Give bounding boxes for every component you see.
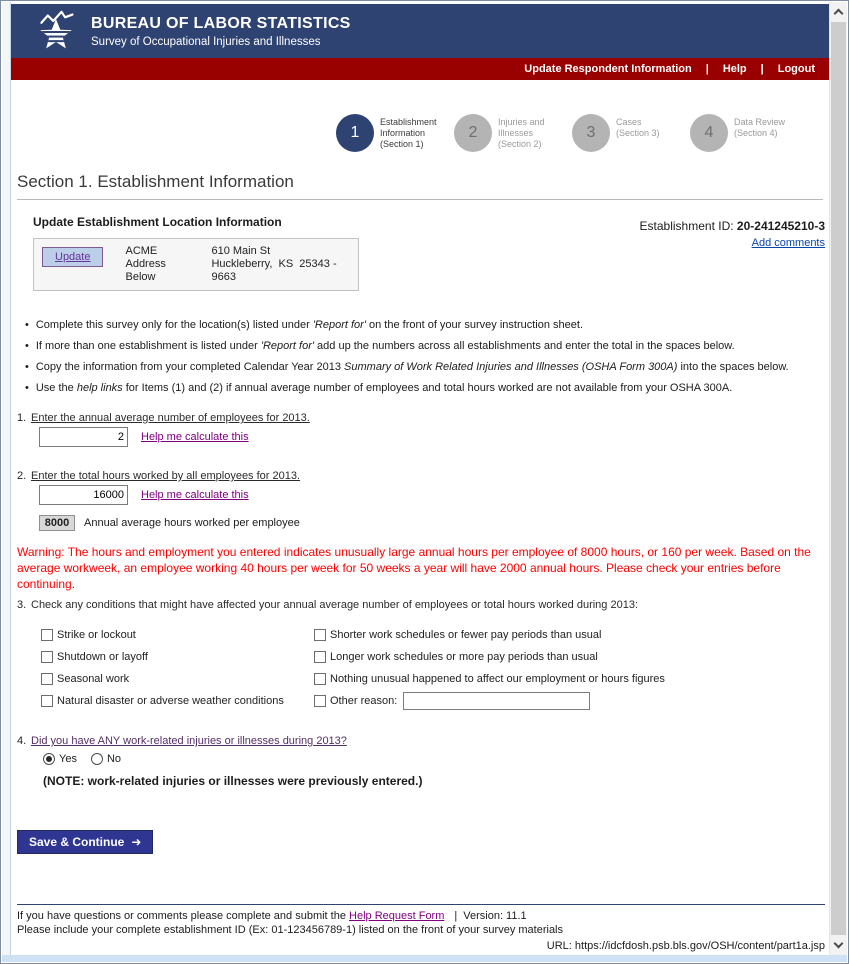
section-title-rule (17, 172, 823, 200)
checkbox-seasonal-work[interactable] (41, 673, 53, 685)
q3-other-row (314, 690, 665, 712)
scrollbar-down-button[interactable] (830, 936, 847, 955)
instruction-bullet: • Use the help links for Items (1) and (2) if annual average number of employees and total hours worked are not available from your OSHA 300A. (25, 382, 733, 394)
establishment-section (33, 215, 825, 291)
avg-hours-row (39, 515, 829, 531)
q3-right-column (314, 624, 665, 712)
establishment-address: 610 Main St Huckleberry, KS 25343 - 9663 (211, 245, 337, 283)
instruction-bullet: • Complete this survey only for the location(s) listed under 'Report for' on the front of your survey instruction sheet. (25, 319, 583, 331)
checkbox-shorter-work-schedules-or-fewer-pay-periods-than-usual[interactable] (314, 629, 326, 641)
step-3-label: Cases (Section 3) (616, 117, 660, 138)
instruction-bullet: • If more than one establishment is listed under 'Report for' add up the numbers across all establishments and enter the total in the spaces below. (25, 340, 735, 352)
instruction-list (25, 319, 829, 395)
step-1-circle: 1 (336, 114, 374, 152)
q3-option-longer-work-schedules-or-more-pay-periods-than-usual (314, 646, 665, 668)
step-1 (336, 114, 454, 152)
bls-logo-icon (33, 10, 79, 52)
establishment-id-label: Establishment ID: (639, 219, 734, 233)
question-4 (17, 735, 829, 788)
q1-label[interactable]: Enter the annual average number of employees for 2013. (31, 412, 310, 424)
checkbox-label: Seasonal work (57, 673, 130, 685)
navbar-link-logout[interactable]: Logout (777, 63, 815, 75)
other-reason-input[interactable] (403, 692, 590, 710)
bullet-dot: • (25, 382, 29, 394)
q4-note: (NOTE: work-related injuries or illnesses were previously entered.) (43, 774, 423, 788)
checkbox-other-reason[interactable] (314, 695, 326, 707)
q3-label: Check any conditions that might have affected your annual average number of employees or total hours worked during 2013: (31, 599, 638, 611)
checkbox-shutdown-or-layoff[interactable] (41, 651, 53, 663)
q3-option-strike-or-lockout (41, 624, 314, 646)
app-title: BUREAU OF LABOR STATISTICS (91, 14, 351, 32)
q2-number: 2. (17, 470, 27, 482)
q3-option-nothing-unusual-happened-to-affect-our-employment-or-hours-figures (314, 668, 665, 690)
q1-employees-input[interactable] (39, 427, 128, 447)
chevron-down-icon (834, 939, 844, 949)
navbar-links (524, 63, 815, 75)
checkbox-label: Strike or lockout (57, 629, 136, 641)
footer-url: URL: https://idcfdosh.psb.bls.gov/OSH/content/part1a.jsp (546, 940, 825, 952)
footer-help-text: If you have questions or comments please complete and submit the (17, 910, 350, 922)
top-navbar (11, 58, 829, 80)
other-reason-label: Other reason: (330, 695, 398, 707)
window-bottom-edge (2, 955, 847, 962)
question-2 (17, 470, 829, 505)
add-comments-link[interactable]: Add comments (751, 237, 825, 249)
question-1 (17, 412, 829, 447)
update-button[interactable]: Update (42, 247, 103, 267)
step-4-label: Data Review (Section 4) (734, 117, 786, 138)
step-1-label: Establishment Information (Section 1) (380, 117, 437, 149)
establishment-id (640, 219, 825, 233)
establishment-box (33, 238, 359, 291)
radio-no[interactable] (91, 753, 103, 765)
step-2 (454, 114, 572, 152)
q3-option-shorter-work-schedules-or-fewer-pay-periods-than-usual (314, 624, 665, 646)
q3-number: 3. (17, 599, 27, 611)
help-request-form-link[interactable]: Help Request Form (349, 910, 445, 922)
page-title: Section 1. Establishment Information (17, 172, 294, 191)
app-header (11, 4, 829, 58)
radio-label: Yes (59, 753, 77, 765)
q3-left-column (41, 624, 314, 712)
establishment-box-title: Update Establishment Location Information (33, 215, 282, 229)
radio-label: No (106, 753, 122, 765)
save-continue-label: Save & Continue (29, 835, 125, 849)
step-4 (690, 114, 808, 152)
checkbox-label: Natural disaster or adverse weather conditions (57, 695, 284, 707)
radio-option-no (91, 753, 121, 765)
navbar-link-help[interactable]: Help (722, 63, 747, 75)
q2-hours-input[interactable] (39, 485, 128, 505)
avg-hours-value: 8000 (39, 515, 75, 531)
footer-separator: | (454, 910, 458, 922)
checkbox-label: Shorter work schedules or fewer pay periods than usual (330, 629, 602, 641)
establishment-id-value: 20-241245210-3 (736, 219, 825, 233)
checkbox-label: Shutdown or layoff (57, 651, 148, 663)
save-continue-button[interactable] (17, 830, 153, 854)
q1-help-link[interactable]: Help me calculate this (141, 431, 249, 443)
scrollbar[interactable] (829, 2, 847, 955)
chevron-up-icon (834, 9, 844, 19)
q2-help-link[interactable]: Help me calculate this (141, 489, 249, 501)
q1-number: 1. (17, 412, 27, 424)
q4-label[interactable]: Did you have ANY work-related injuries or illnesses during 2013? (31, 735, 347, 747)
radio-yes[interactable] (43, 753, 55, 765)
checkbox-nothing-unusual-happened-to-affect-our-employment-or-hours-figures[interactable] (314, 673, 326, 685)
instruction-bullet: • Copy the information from your completed Calendar Year 2013 Summary of Work Related Injuries and Illnesses (OSHA Form 300A) into the spaces below. (25, 361, 789, 373)
step-indicator (336, 114, 829, 152)
footer-version: Version: 11.1 (463, 910, 527, 922)
q3-option-natural-disaster-or-adverse-weather-conditions (41, 690, 314, 712)
page-content (11, 2, 829, 955)
navbar-separator: | (705, 63, 709, 75)
checkbox-strike-or-lockout[interactable] (41, 629, 53, 641)
step-4-circle: 4 (690, 114, 728, 152)
q4-number: 4. (17, 735, 27, 747)
step-3 (572, 114, 690, 152)
app-subtitle: Survey of Occupational Injuries and Illnesses (91, 35, 321, 48)
step-3-circle: 3 (572, 114, 610, 152)
checkbox-natural-disaster-or-adverse-weather-conditions[interactable] (41, 695, 53, 707)
checkbox-longer-work-schedules-or-more-pay-periods-than-usual[interactable] (314, 651, 326, 663)
bullet-dot: • (25, 319, 29, 331)
bullet-dot: • (25, 340, 29, 352)
q3-options (41, 624, 829, 712)
step-2-circle: 2 (454, 114, 492, 152)
establishment-name: ACME Address Below (125, 245, 166, 283)
q2-label[interactable]: Enter the total hours worked by all employees for 2013. (31, 470, 301, 482)
checkbox-label: Nothing unusual happened to affect our employment or hours figures (330, 673, 665, 685)
window-left-edge (2, 2, 11, 955)
q3-option-seasonal-work (41, 668, 314, 690)
step-2-label: Injuries and Illnesses (Section 2) (498, 117, 545, 149)
q3-option-shutdown-or-layoff (41, 646, 314, 668)
scrollbar-up-button[interactable] (830, 2, 847, 21)
scrollbar-thumb[interactable] (831, 22, 846, 935)
warning-message: Warning: The hours and employment you entered indicates unusually large annual hours per employee of 8000 hours, or 160 per week. Based on the average workweek, an employee working 40 hours per week for 50 weeks a year will have 2000 annual hours. Please check your entries before continuing. (17, 545, 811, 591)
page-footer (17, 904, 825, 953)
q4-options (43, 753, 829, 765)
radio-option-yes (43, 753, 77, 765)
question-3 (17, 599, 829, 712)
footer-id-note: Please include your complete establishment ID (Ex: 01-123456789-1) listed on the front of your survey materials (17, 924, 564, 936)
checkbox-label: Longer work schedules or more pay periods than usual (330, 651, 598, 663)
navbar-separator: | (760, 63, 764, 75)
bullet-dot: • (25, 361, 29, 373)
avg-hours-label: Annual average hours worked per employee (84, 517, 300, 529)
navbar-link-update-respondent-information[interactable]: Update Respondent Information (524, 63, 692, 75)
arrow-right-icon: ➜ (131, 835, 142, 849)
